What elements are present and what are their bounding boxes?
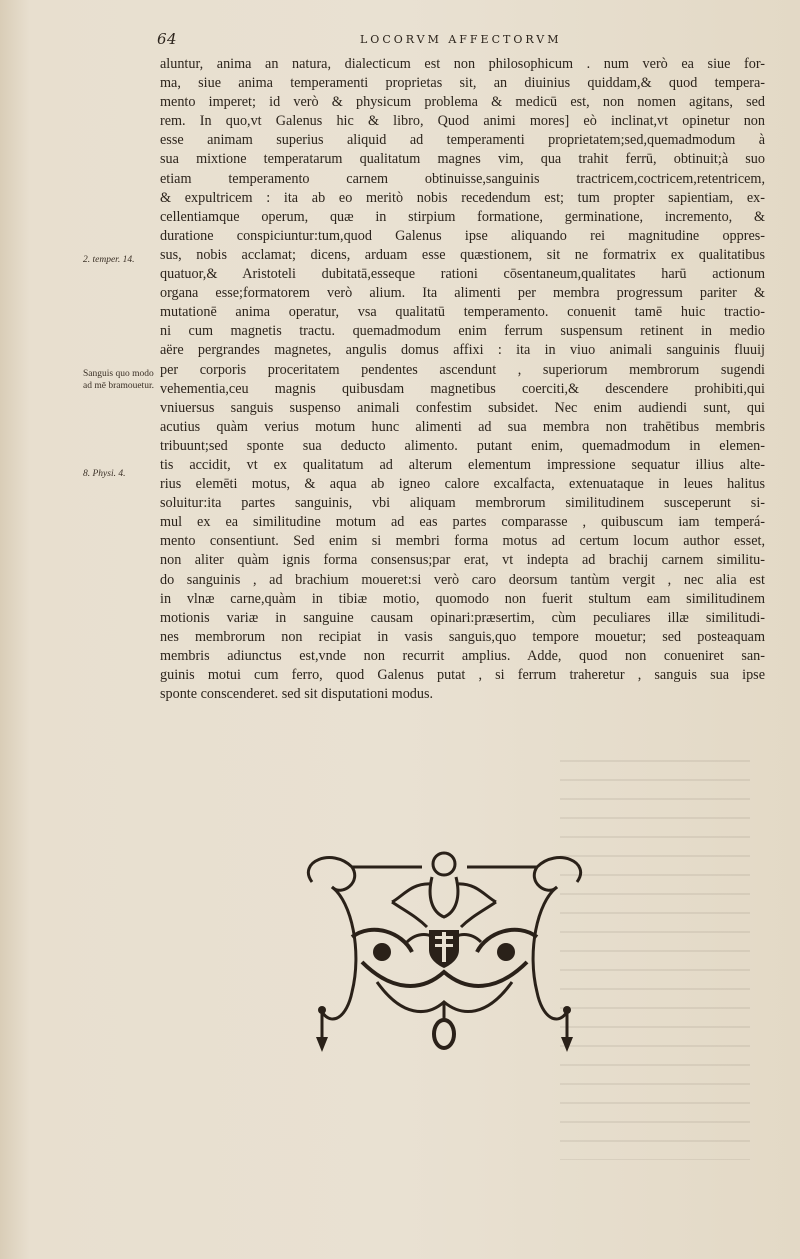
text-line: do sanguinis , ad brachium moueret:si verò caro deorsum tantùm vergit , nec alia est (160, 571, 765, 588)
running-head (0, 30, 800, 52)
text-line: mento consentiunt. Sed enim si membri forma motus ad certum locum author esset, (160, 533, 765, 550)
text-line: sponte conscenderet. sed sit disputationi modus. (160, 686, 434, 703)
text-line: cellentiamque operum, quæ in stirpium formatione, germinatione, incremento, & (160, 208, 765, 225)
text-line: membris adiunctus est,vnde non recurrit amplius. Adde, quod non conueniret san- (160, 647, 765, 664)
text-line: mutationē anima operatur, vsa qualitatū temperamento. conuenit tamē huic tractio- (160, 304, 765, 321)
text-line: rem. In quo,vt Galenus hic & libro, Quod animi mores] eò inclinat,vt opinetur non (160, 113, 765, 130)
text-line: aëre pergrandes magnetes, angulis domus affixi : ita in viuo animali sanguinis fluuij (160, 342, 765, 359)
text-line: vniuersus sanguis suspenso animali confestim subsidet. Nec enim audiendi sunt, qui (160, 399, 765, 416)
text-line: acutius quàm verius motum hunc alimenti ad sua membra non trahētibus membris (160, 418, 765, 435)
text-line: non aliter quàm ignis forma consensus;par erat, vt indepta ad brachij carnem similitu- (160, 552, 765, 569)
text-line: mul ex ea similitudine motum ad eas partes comparasse , quibuscum iam temperá- (160, 514, 765, 531)
text-line: nes membrorum non recipiat in vasis sanguis,quo tempore mouetur; sed posteaquam (160, 628, 765, 645)
text-line: aluntur, anima an natura, dialecticum est non philosophicum . num verò ea siue for- (160, 56, 765, 72)
text-line: esse animam superius aliquid ad temperamenti proprietatem;sed,quemadmodum à (160, 132, 765, 149)
text-line: organa esse;formatorem verò alium. Ita alimenti per membra progressum pariter & (160, 285, 765, 302)
woodcut-ornament-icon (292, 842, 597, 1054)
page-number: 64 (157, 30, 178, 48)
text-line: rius elemēti motus, & aqua ab igneo calore excalfacta, extenuataque in leues halitus (160, 476, 765, 493)
body-text (160, 55, 765, 704)
text-line: tis accidit, vt ex qualitatum ad alterum elementum impressione sequatur illius alte- (160, 456, 765, 473)
text-line: sus, nobis acclamat; dicens, arduam esse quæstionem, sit ne formatrix ex qualitatibus (160, 246, 765, 263)
text-line: soluitur:ita partes sanguinis, vbi aliquam membrorum similitudinem susceperunt si- (160, 495, 765, 512)
text-line: motionis variæ in sanguine causam opinari:præsertim, cùm peculiares illæ similitudi- (160, 609, 765, 626)
margin-note: 2. temper. 14. (83, 255, 135, 265)
text-line: sua mixtione temperatarum qualitatum magnes vim, qua trahit ferrū, obtinuit;à suo (160, 151, 765, 168)
text-line: in vlnæ carne,quàm in tibiæ motio, quomodo non fuerit stultum eam similitudinem (160, 590, 765, 607)
text-line: etiam temperamento carnem obtinuisse,sanguinis tractricem,coctricem,retentricem, (160, 170, 765, 187)
text-line: per corporis proceritatem pendentes ascendunt , superiorum membrorum sugendi (160, 361, 765, 378)
text-line: vehementia,ceu magnis quibusdam magnetibus coerciti,& descendere prohibiti,qui (160, 380, 765, 397)
margin-note: 8. Physi. 4. (83, 469, 126, 479)
margin-note: Sanguis quo modo ad mē bramouetur. (83, 369, 154, 391)
running-title: LOCORVM AFFECTORVM (360, 33, 562, 46)
text-line: tribuunt;sed sponte sua deducto alimento. putant enim, quemadmodum in elemen- (160, 437, 765, 454)
text-line: duratione conspiciuntur:tum,quod Galenus ipse aliquando rei magnitudine oppres- (160, 227, 765, 244)
text-line: quatuor,& Aristoteli dubitatā,esseque rationi cōsentaneum,qualitates harū actionum (160, 266, 765, 283)
text-line: ma, siue anima temperamenti proprietas sit, an diuinius quiddam,& quod tempera- (160, 75, 765, 92)
text-line: guinis motui cum ferro, quod Galenus putat , si ferrum traheretur , sanguis sua ipse (160, 667, 765, 683)
text-line: ni cum magnetis tractu. quemadmodum enim ferrum suspensum retinent in medio (160, 323, 765, 340)
text-line: mento imperet; id verò & physicum problema & medicū est, non nomen agitans, sed (160, 94, 765, 111)
text-line: & expultricem : ita ab eo meritò nobis recedendum est; tum propter sapientiam, ex- (160, 189, 765, 206)
